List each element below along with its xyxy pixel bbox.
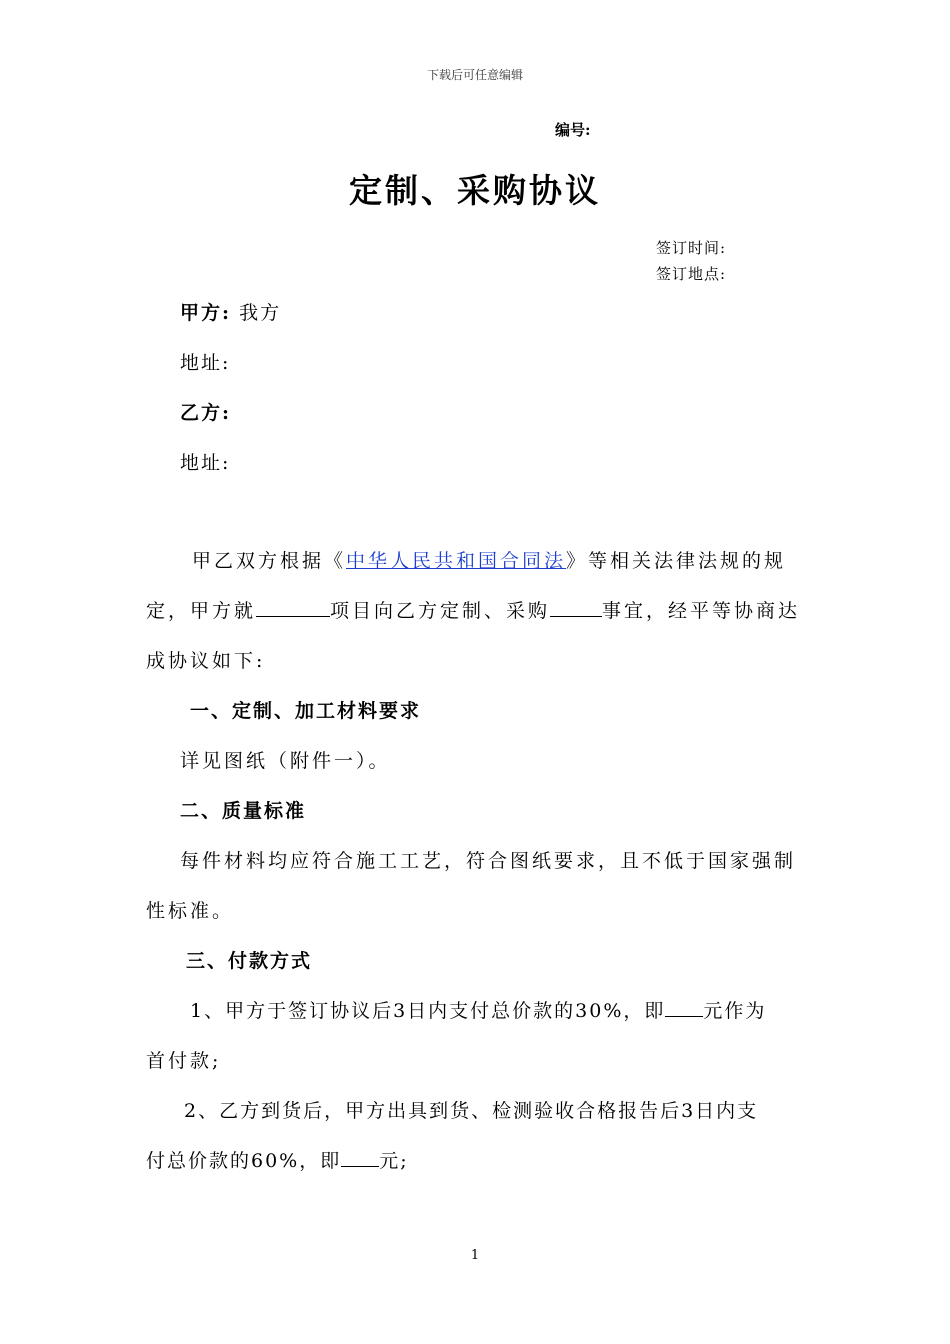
intro-line-3: 成协议如下: — [146, 650, 266, 672]
section-1-title: 一、定制、加工材料要求 — [190, 700, 422, 722]
intro-line-1 — [192, 546, 786, 573]
first-payment-blank[interactable] — [665, 998, 703, 1017]
payment-text: 付总价款的60%，即 — [146, 1150, 342, 1172]
section-2-title: 二、质量标准 — [180, 800, 307, 822]
payment-text: 元作为 — [703, 1000, 767, 1022]
page-title: 定制、采购协议 — [349, 171, 601, 210]
intro-line-2 — [146, 596, 800, 623]
section-2-body-line-2: 性标准。 — [146, 900, 235, 922]
party-b-label: 乙方: — [180, 402, 232, 424]
header-note: 下载后可任意编辑 — [426, 68, 523, 82]
party-a-label: 甲方: — [180, 302, 232, 324]
intro-text: 项目向乙方定制、采购 — [330, 600, 551, 622]
matter-blank[interactable] — [550, 598, 602, 617]
section-3-title: 三、付款方式 — [186, 950, 313, 972]
section-1-body: 详见图纸（附件一）。 — [180, 750, 391, 772]
payment-item-1-line-1 — [190, 996, 766, 1023]
second-payment-blank[interactable] — [341, 1148, 379, 1167]
party-b-line — [180, 398, 231, 425]
law-link[interactable]: 中华人民共和国合同法 — [346, 550, 567, 572]
payment-item-1-line-2: 首付款; — [146, 1050, 222, 1072]
intro-text: 定，甲方就 — [146, 600, 257, 622]
sign-place-label: 签订地点: — [656, 265, 727, 283]
page-number: 1 — [470, 1248, 480, 1263]
sign-time-label: 签订时间: — [656, 239, 727, 257]
payment-item-2-line-1: 2、乙方到货后，甲方出具到货、检测验收合格报告后3日内支 — [184, 1100, 759, 1122]
party-a-address: 地址: — [180, 352, 231, 374]
payment-item-2-line-2 — [146, 1146, 409, 1173]
project-blank[interactable] — [256, 598, 330, 617]
section-2-body-line-1: 每件材料均应符合施工工艺，符合图纸要求，且不低于国家强制 — [180, 850, 797, 872]
party-a-line — [180, 298, 281, 325]
intro-text: 甲乙双方根据《 — [192, 550, 347, 572]
doc-number-label: 编号: — [555, 121, 591, 139]
party-b-address: 地址: — [180, 452, 231, 474]
intro-text: 》等相关法律法规的规 — [566, 550, 787, 572]
payment-text: 元; — [379, 1150, 409, 1172]
party-a-value: 我方 — [239, 302, 282, 324]
intro-text: 事宜，经平等协商达 — [602, 600, 801, 622]
payment-text: 1、甲方于签订协议后3日内支付总价款的30%，即 — [190, 1000, 666, 1022]
